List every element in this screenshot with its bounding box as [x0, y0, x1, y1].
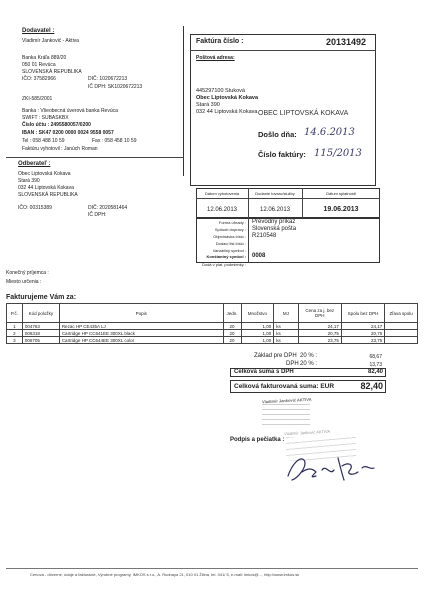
customer-city: 032 44 Liptovská Kokava: [18, 185, 74, 191]
items-heading: Fakturujeme Vám za:: [6, 294, 77, 301]
invoice-no-label: Číslo faktúry:: [258, 150, 306, 159]
items-header-row: [7, 304, 418, 323]
dates-sep-2: [302, 188, 303, 218]
supplier-reg: ZKI-585/2001: [22, 96, 53, 102]
cell: [385, 337, 418, 344]
received-date-value: 14.6.2013: [304, 127, 355, 138]
delivery-method: Slovenská pošta: [252, 226, 297, 232]
date-issued: 12.06.2013: [206, 207, 238, 213]
customer-icdph: IČ DPH:: [88, 212, 107, 218]
col-description: Popis: [59, 304, 223, 323]
cell: 20: [223, 337, 241, 344]
col-quantity: Množstvo: [241, 304, 274, 323]
invoice-no-value: 115/2013: [314, 148, 362, 159]
cell: Rezac HP CE435A LJ: [59, 323, 223, 330]
delivery-method-label: Spôsob dopravy :: [214, 227, 246, 232]
total-value: 82,40: [360, 381, 383, 391]
cell: 23,75: [298, 337, 341, 344]
cell: 2: [7, 330, 23, 337]
cell: 1,00: [241, 323, 274, 330]
base-value: 68,67: [369, 354, 382, 360]
delivery-note-label: Dodací list číslo :: [215, 241, 246, 246]
table-row: [7, 323, 418, 330]
sum-vat-value: 82,40: [367, 369, 383, 375]
col-discount: Zľava spolu: [385, 304, 418, 323]
cell: ks: [274, 337, 298, 344]
supplier-iban: IBAN : SK47 0200 0000 0024 9558 0057: [22, 130, 114, 136]
cell: 23,75: [341, 337, 384, 344]
vat-pct: 20 % :: [300, 361, 318, 367]
cell: 006705: [22, 337, 59, 344]
col-code: Kód položky: [22, 304, 59, 323]
sum-vat-label: Celková suma s DPH: [234, 369, 294, 375]
payment-sep: [248, 218, 249, 263]
supplier-account: Číslo účtu : 2495580057/0200: [22, 122, 91, 128]
col-total: Spolu bez DPH: [341, 304, 384, 323]
col-unit: MJ: [274, 304, 298, 323]
cell: [385, 330, 418, 337]
date-due-label: Dátum splatnosti: [326, 191, 356, 196]
postal-line4: 032 44 Liptovská Kokava: [196, 109, 258, 115]
supplier-swift: SWIFT : SUBASKBX: [22, 115, 69, 121]
supplier-street: Banka Kráľa 889/20: [22, 55, 67, 61]
footer-text: Cenová - dôverne, údaje a fakturácie, Výrobné programy, IMKOS s.r.o., A. Rudnaya 21, 010 01 Žilina, tel. 041/ 5, e-mail: imkos@..., http://www.imkos.sk: [30, 572, 300, 577]
order-number-label: Objednávka číslo :: [213, 234, 246, 239]
signature-label: Podpis a pečiatka :: [230, 437, 285, 443]
table-row: [7, 337, 418, 344]
col-index: P.č.: [7, 304, 23, 323]
handwritten-signature: [282, 446, 386, 486]
cell: 1,00: [241, 330, 274, 337]
table-row: [7, 330, 418, 337]
cell: 1: [7, 323, 23, 330]
cell: ks: [274, 323, 298, 330]
invoice-number-label: Faktúra číslo :: [196, 38, 244, 45]
vs-label: Variabilný symbol :: [212, 248, 246, 253]
customer-name: Obec Liptovská Kokava: [18, 171, 71, 177]
order-number: R210548: [252, 233, 277, 239]
cell: 24,17: [341, 323, 384, 330]
supplier-dic: DIČ: 1020672213: [88, 76, 128, 82]
customer-country: SLOVENSKÁ REPUBLIKA: [18, 192, 78, 198]
customer-dic: DIČ: 2020581464: [88, 205, 128, 211]
company-stamp: Vladimír Janković AKTIVA: [261, 396, 312, 405]
company-stamp-lines: [262, 404, 310, 426]
received-stamp-title: OBEC LIPTOVSKÁ KOKAVA: [258, 110, 349, 117]
cell: 1,00: [241, 337, 274, 344]
supplier-country: SLOVENSKÁ REPUBLIKA: [22, 69, 82, 75]
postal-line2: Obec Liptovská Kokava: [196, 95, 259, 101]
cell: 24,17: [298, 323, 341, 330]
customer-street: Stará 390: [18, 178, 40, 184]
supplier-icdph: IČ DPH: SK1020672213: [88, 84, 143, 90]
ks-value: 0008: [252, 253, 266, 259]
customer-heading: Odberateľ :: [18, 161, 51, 167]
date-issued-label: Dátum vyhotovenia: [204, 191, 240, 196]
dates-sep-1: [248, 188, 249, 218]
divider: [6, 157, 184, 158]
col-unit-price: Cena za j. bez DPH: [298, 304, 341, 323]
postal-line3: Stará 390: [196, 102, 220, 108]
cell: 20,75: [298, 330, 341, 337]
cell: ks: [274, 330, 298, 337]
customer-ico: IČO: 00315389: [18, 205, 52, 211]
cell: [385, 323, 418, 330]
date-delivery-label: Dodanie tovaru/služby: [255, 191, 295, 196]
items-table: [6, 303, 418, 344]
ks-label: Konštantný symbol :: [206, 254, 246, 259]
cell: 006318: [22, 330, 59, 337]
customer-destination: Miesto určenia :: [6, 279, 42, 285]
postal-line1: 445297100 Stuková: [196, 88, 245, 94]
note-label: Dodá v plat. podmienky :: [201, 262, 246, 267]
supplier-city: 050 01 Revúca: [22, 62, 56, 68]
payment-method: Prevodný príkaz: [252, 219, 296, 225]
vat-value: 13,73: [369, 362, 382, 368]
supplier-heading: Dodavatel :: [22, 28, 55, 34]
vat-label: DPH: [286, 361, 299, 367]
total-label: Celková fakturovaná suma: EUR: [234, 383, 335, 390]
date-delivery: 12.06.2013: [259, 207, 291, 213]
cell: Cartridge HP CC644EE 300XL color: [59, 337, 223, 344]
cell: 20: [223, 323, 241, 330]
base-label: Základ pre DPH: [254, 353, 297, 359]
cell: 004763: [22, 323, 59, 330]
base-pct: 20 % :: [300, 353, 318, 359]
postal-heading: Poštová adresa:: [196, 55, 235, 61]
company-stamp-faded: Vladimír Janković AKTIVA: [283, 428, 331, 437]
dates-header-line: [196, 198, 380, 199]
received-date-label: Došlo dňa:: [258, 130, 297, 139]
cell: 20,75: [341, 330, 384, 337]
payment-method-label: Forma úhrady :: [218, 220, 246, 225]
date-due: 19.06.2013: [323, 206, 359, 213]
invoice-header-line: [190, 50, 376, 51]
supplier-bank: Banka : Všeobecná úverová banka Revúca: [22, 108, 118, 114]
supplier-issuer: Faktúru vyhotovil : Janúch Roman: [22, 146, 98, 152]
cell: 3: [7, 337, 23, 344]
col-vat-rate: Jedn.: [223, 304, 241, 323]
supplier-fax: Fax : 058 458 10 59: [92, 138, 137, 144]
invoice-number: 20131492: [326, 37, 367, 47]
supplier-name: Vladimír Janković - Aktiva: [22, 38, 79, 44]
footer-line: [6, 568, 418, 569]
customer-recipient: Konečný príjemca :: [6, 270, 49, 276]
cell: Cartridge HP CC641EE 300XL black: [59, 330, 223, 337]
supplier-tel: Tel : 058 488 10 59: [22, 138, 65, 144]
supplier-ico: IČO: 37582966: [22, 76, 56, 82]
cell: 20: [223, 330, 241, 337]
